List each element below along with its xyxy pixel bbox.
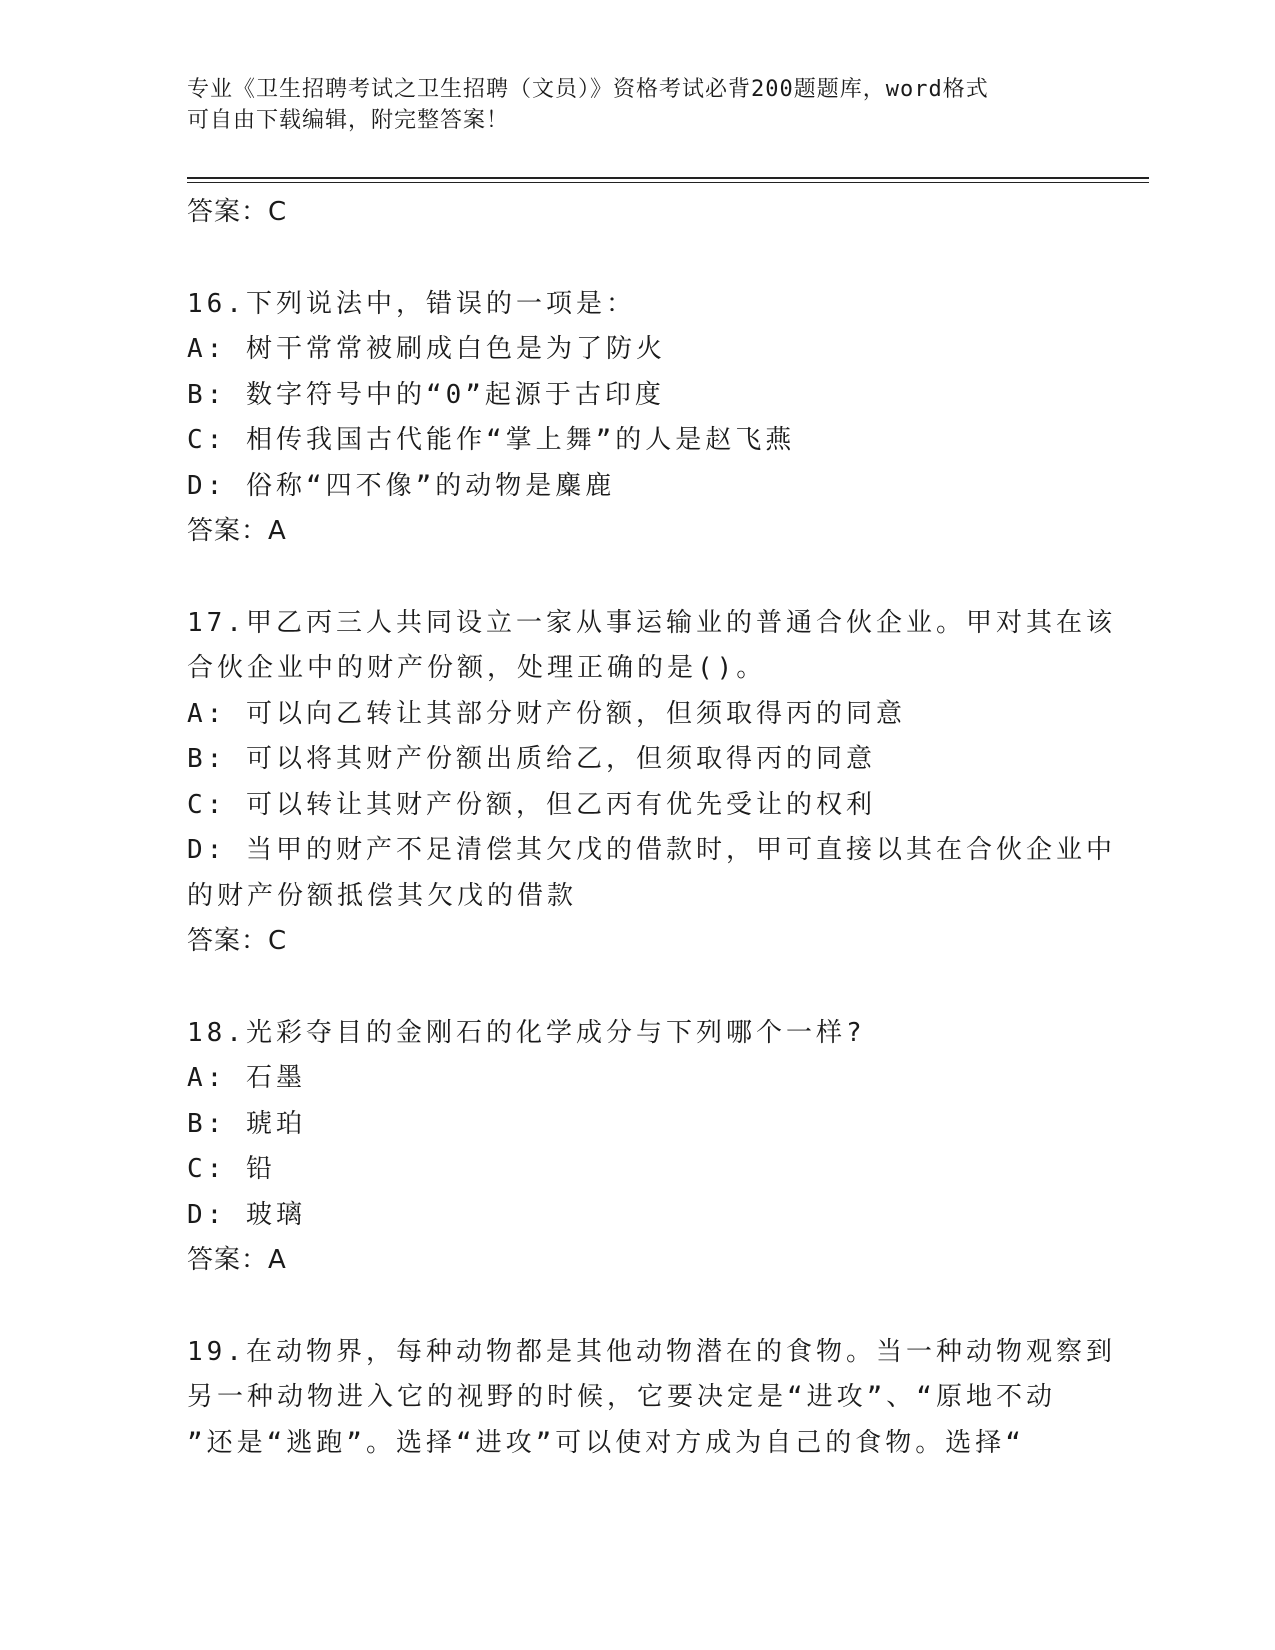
header-title-line-1: 专业《卫生招聘考试之卫生招聘（文员）》资格考试必背200题题库，word格式 <box>187 77 989 102</box>
question-spacer <box>187 236 1107 282</box>
question-spacer <box>187 1284 1107 1330</box>
question-block <box>187 601 1116 965</box>
answer-option: A: 树干常常被刷成白色是为了防火 <box>187 334 666 364</box>
answer-option: A: 石墨 <box>187 1063 306 1093</box>
question-block <box>187 282 1107 555</box>
answer-text: 答案：A <box>187 516 287 546</box>
question-stem: 另一种动物进入它的视野的时候，它要决定是“进攻”、“原地不动 <box>187 1382 1056 1412</box>
answer-text: 答案：C <box>187 926 288 956</box>
question-stem: 19.在动物界，每种动物都是其他动物潜在的食物。当一种动物观察到 <box>187 1336 1116 1367</box>
question-spacer <box>187 965 1107 1011</box>
question-stem: 17.甲乙丙三人共同设立一家从事运输业的普通合伙企业。甲对其在该 <box>187 607 1116 638</box>
question-stem: 合伙企业中的财产份额，处理正确的是()。 <box>187 653 767 683</box>
header-divider-thick <box>187 177 1149 179</box>
question-list <box>187 190 1116 1466</box>
answer-option: 的财产份额抵偿其欠戊的借款 <box>187 880 578 911</box>
answer-option: D: 俗称“四不像”的动物是麋鹿 <box>187 470 616 501</box>
question-stem: ”还是“逃跑”。选择“进攻”可以使对方成为自己的食物。选择“ <box>187 1427 1025 1458</box>
header-title-line-2: 可自由下载编辑，附完整答案！ <box>187 108 510 133</box>
answer-option: B: 可以将其财产份额出质给乙，但须取得丙的同意 <box>187 744 876 774</box>
header-divider-thin <box>187 182 1149 183</box>
question-stem: 18.光彩夺目的金刚石的化学成分与下列哪个一样? <box>187 1017 866 1048</box>
answer-option: C: 相传我国古代能作“掌上舞”的人是赵飞燕 <box>187 425 796 455</box>
answer-option: C: 可以转让其财产份额，但乙丙有优先受让的权利 <box>187 789 876 820</box>
question-stem: 16.下列说法中，错误的一项是： <box>187 288 636 319</box>
answer-option: C: 铅 <box>187 1154 276 1184</box>
question-block <box>187 1330 1116 1467</box>
answer-option: D: 当甲的财产不足清偿其欠戊的借款时，甲可直接以其在合伙企业中 <box>187 835 1116 865</box>
document-header <box>187 74 1087 136</box>
answer-option: B: 数字符号中的“0”起源于古印度 <box>187 379 665 410</box>
answer-text: 答案：C <box>187 197 288 227</box>
answer-option: A: 可以向乙转让其部分财产份额，但须取得丙的同意 <box>187 698 906 729</box>
answer-text: 答案：A <box>187 1245 287 1275</box>
question-spacer <box>187 555 1107 601</box>
answer-option: B: 琥珀 <box>187 1108 306 1139</box>
answer-option: D: 玻璃 <box>187 1199 306 1230</box>
question-block <box>187 1011 1107 1284</box>
